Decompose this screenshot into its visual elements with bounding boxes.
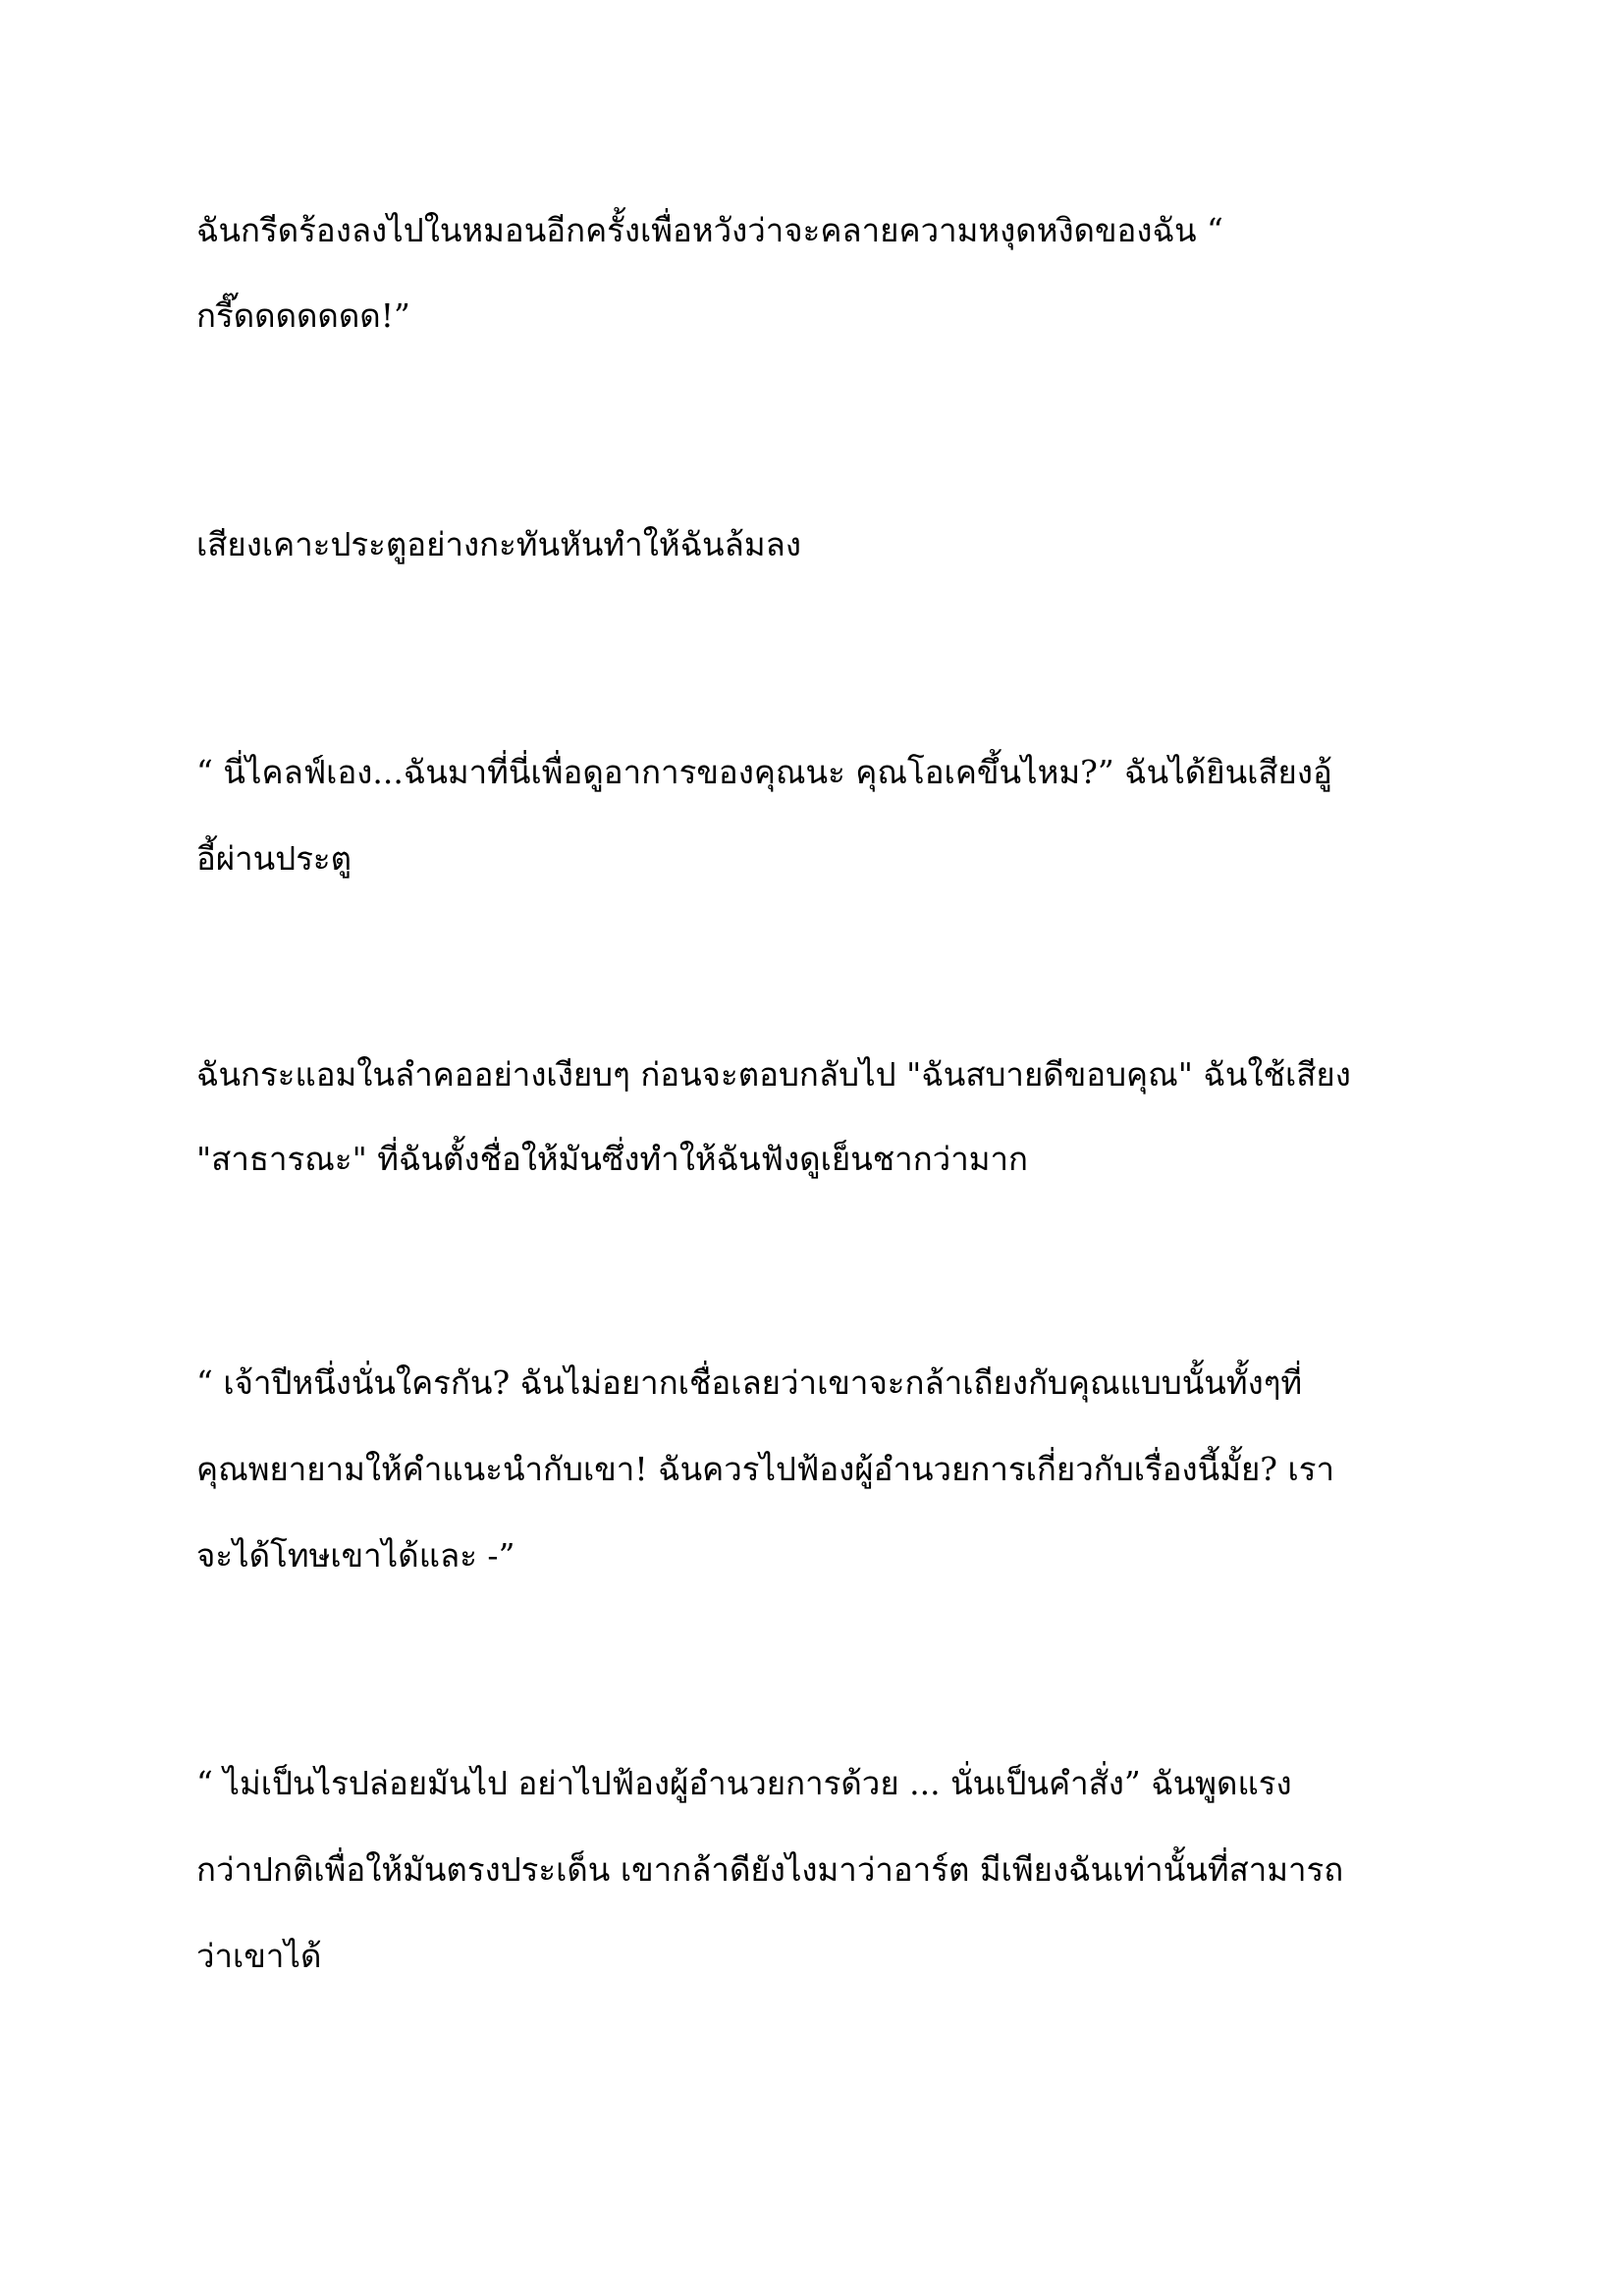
paragraph-6-line-2: กว่าปกติเพื่อให้มันตรงประเด็น เขากล้าดียังไงมาว่าอาร์ต มีเพียงฉันเท่านั้นที่สามารถ <box>196 1850 1344 1889</box>
paragraph-4-line-1: ฉันกระแอมในลำคออย่างเงียบๆ ก่อนจะตอบกลับไป "ฉันสบายดีขอบคุณ" ฉันใช้เสียง <box>196 1055 1351 1094</box>
paragraph-6-line-1: “ ไม่เป็นไรปล่อยมันไป อย่าไปฟ้องผู้อำนวยการด้วย ... นั่นเป็นคำสั่ง” ฉันพูดแรง <box>196 1764 1292 1802</box>
paragraph-6-line-3: ว่าเขาได้ <box>196 1937 322 1975</box>
paragraph-5-line-2: คุณพยายามให้คำแนะนำกับเขา! ฉันควรไปฟ้องผู้อำนวยการเกี่ยวกับเรื่องนี้มั้ย? เรา <box>196 1450 1334 1488</box>
paragraph-2-line-1: เสียงเคาะประตูอย่างกะทันหันทำให้ฉันล้มลง <box>196 525 801 563</box>
paragraph-5-line-3: จะได้โทษเขาได้และ -” <box>196 1536 515 1575</box>
paragraph-5-line-1: “ เจ้าปีหนึ่งนั่นใครกัน? ฉันไม่อยากเชื่อเลยว่าเขาจะกล้าเถียงกับคุณแบบนั้นทั้งๆที่ <box>196 1363 1303 1402</box>
paragraph-3-line-2: อี้ผ่านประตู <box>196 839 352 878</box>
paragraph-3-line-1: “ นี่ไคลฟ์เอง...ฉันมาที่นี่เพื่อดูอาการของคุณนะ คุณโอเคขึ้นไหม?” ฉันได้ยินเสียงอู้ <box>196 753 1332 791</box>
paragraph-4-line-2: "สาธารณะ" ที่ฉันตั้งชื่อให้มันซึ่งทำให้ฉันฟังดูเย็นชากว่ามาก <box>196 1140 1028 1178</box>
paragraph-1-line-1: ฉันกรีดร้องลงไปในหมอนอีกครั้งเพื่อหวังว่าจะคลายความหงุดหงิดของฉัน “ <box>196 211 1223 249</box>
paragraph-1-line-2: กรี๊ดดดดดดด!” <box>196 296 410 335</box>
